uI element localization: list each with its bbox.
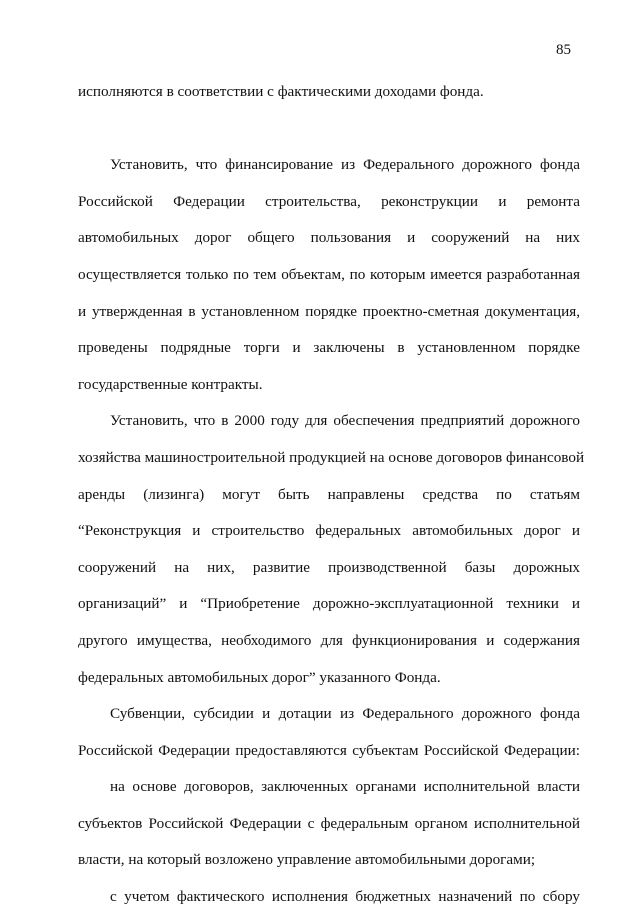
text-line: федеральных автомобильных дорог” указанного Фонда.: [78, 668, 441, 686]
text-line: другого имущества, необходимого для функционирования и содержания: [78, 631, 580, 649]
text-line: автомобильных дорог общего пользования и сооружений на них: [78, 229, 580, 247]
text-line: Российской Федерации предоставляются субъектам Российской Федерации:: [78, 741, 580, 759]
text-line: Российской Федерации строительства, реконструкции и ремонта: [78, 192, 580, 210]
text-line: организаций” и “Приобретение дорожно-эксплуатационной техники и: [78, 595, 580, 613]
document-body: [78, 74, 585, 916]
text-line: Субвенции, субсидии и дотации из Федерального дорожного фонда: [110, 705, 580, 723]
text-line: на основе договоров, заключенных органами исполнительной власти: [110, 778, 580, 796]
text-line: хозяйства машиностроительной продукцией на основе договоров финансовой: [78, 448, 585, 466]
text-line: “Реконструкция и строительство федеральных автомобильных дорог и: [78, 522, 580, 540]
text-line: исполняются в соответствии с фактическими доходами фонда.: [78, 83, 484, 100]
text-line: субъектов Российской Федерации с федеральным органом исполнительной: [78, 814, 580, 832]
text-line: Установить, что финансирование из Федерального дорожного фонда: [110, 156, 580, 174]
text-line: сооружений на них, развитие производственной базы дорожных: [78, 558, 580, 576]
text-line: аренды (лизинга) могут быть направлены средства по статьям: [78, 485, 580, 503]
text-line: осуществляется только по тем объектам, по которым имеется разработанная: [78, 265, 580, 283]
text-line: Установить, что в 2000 году для обеспечения предприятий дорожного: [110, 412, 580, 430]
text-line: проведены подрядные торги и заключены в установленном порядке: [78, 339, 580, 357]
text-line: с учетом фактического исполнения бюджетных назначений по сбору: [110, 888, 580, 906]
text-line: и утвержденная в установленном порядке проектно-сметная документация,: [78, 302, 580, 320]
text-line: власти, на который возложено управление автомобильными дорогами;: [78, 851, 536, 869]
text-line: государственные контракты.: [78, 375, 263, 393]
page-number: 85: [556, 42, 571, 58]
blank-line: [78, 111, 580, 148]
